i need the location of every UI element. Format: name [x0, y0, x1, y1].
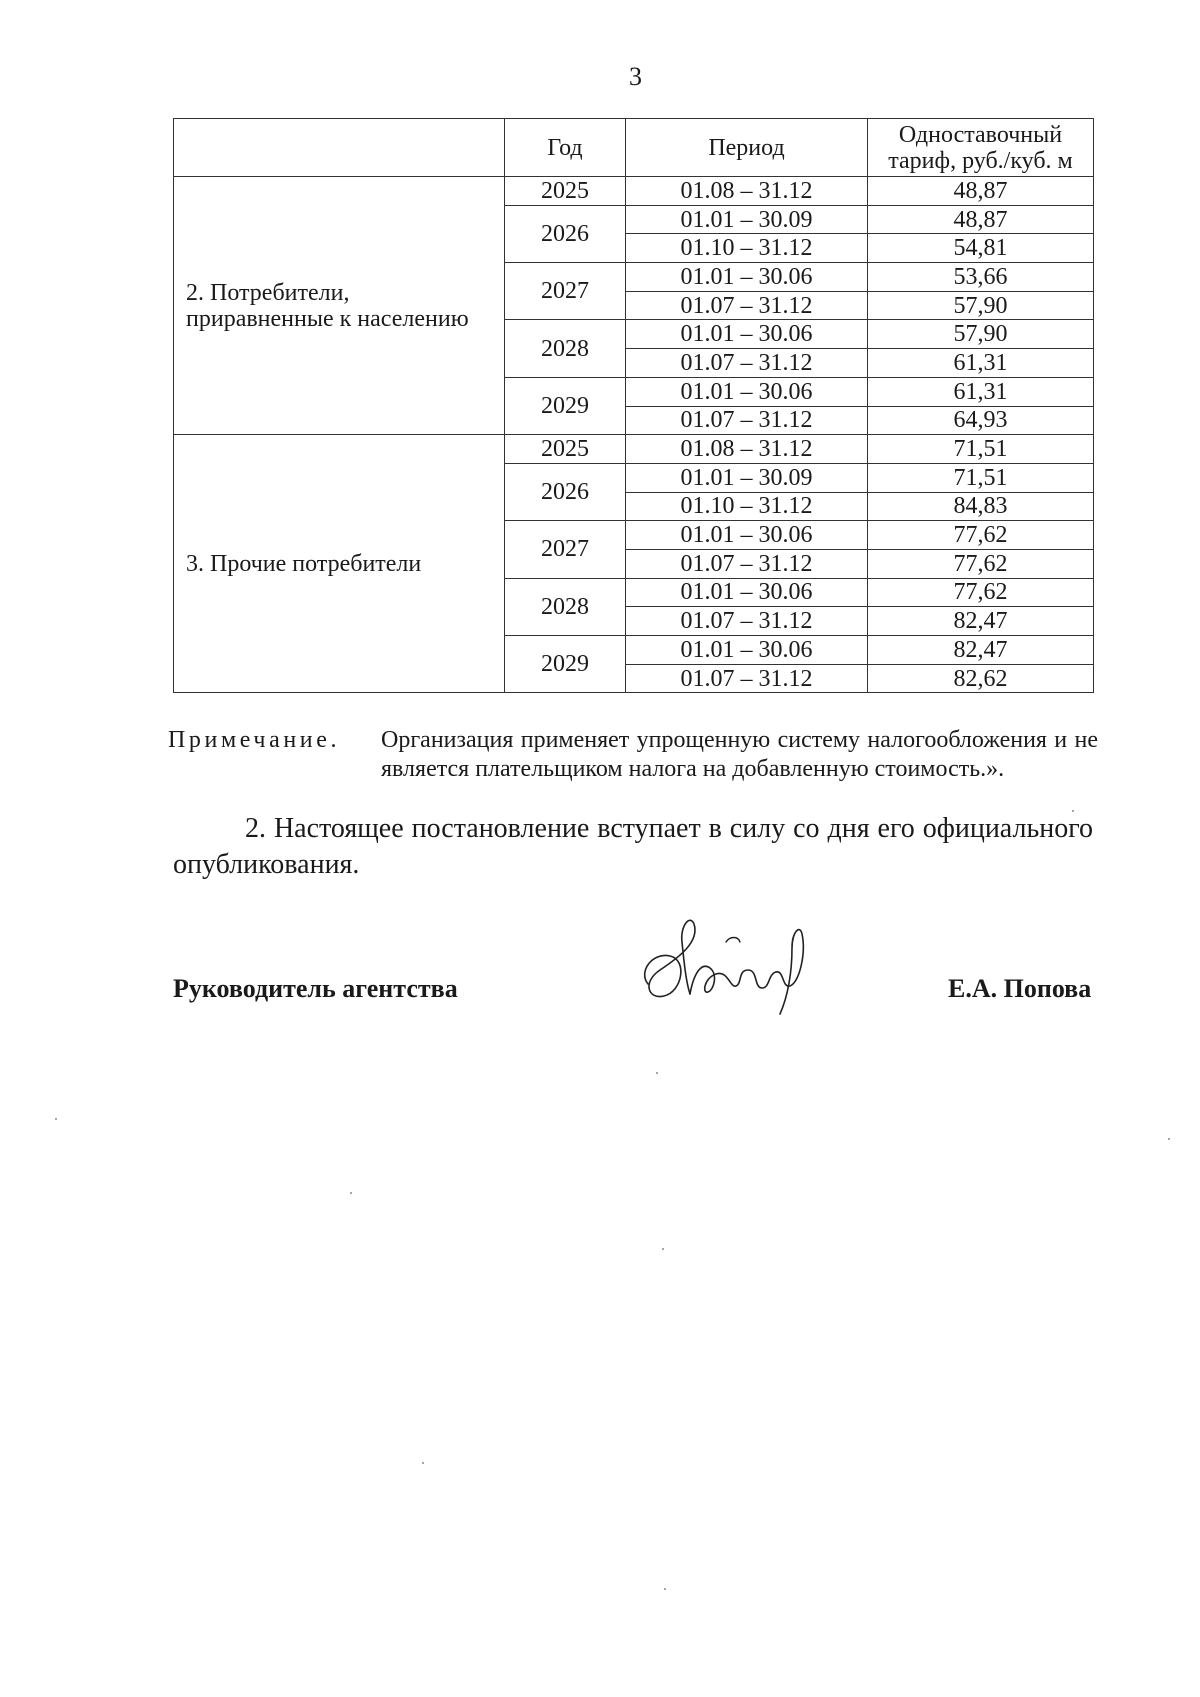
tariff-cell: 61,31 — [868, 349, 1094, 378]
header-category — [174, 119, 505, 177]
header-tariff — [868, 119, 1094, 177]
year-cell: 2026 — [505, 463, 626, 520]
category-label: 3. Прочие потребители — [186, 550, 422, 577]
table-header-row — [174, 119, 1094, 177]
scan-speck — [55, 1118, 57, 1120]
table-row — [174, 177, 1094, 206]
scan-speck — [1072, 810, 1074, 812]
tariff-cell: 53,66 — [868, 263, 1094, 292]
tariff-cell: 82,47 — [868, 607, 1094, 636]
period-cell: 01.01 – 30.09 — [626, 463, 868, 492]
period-cell: 01.01 – 30.06 — [626, 263, 868, 292]
year-cell: 2026 — [505, 205, 626, 262]
period-cell: 01.07 – 31.12 — [626, 291, 868, 320]
page-number: 3 — [629, 62, 642, 91]
period-cell: 01.01 – 30.06 — [626, 377, 868, 406]
effective-date-paragraph: 2. Настоящее постановление вступает в силу со дня его официального опубликования. — [173, 813, 1093, 880]
period-cell: 01.01 – 30.06 — [626, 521, 868, 550]
header-tariff-line2: тариф, руб./куб. м — [888, 147, 1073, 174]
period-cell: 01.01 – 30.06 — [626, 636, 868, 665]
table-row — [174, 435, 1094, 464]
period-cell: 01.07 – 31.12 — [626, 549, 868, 578]
scan-speck — [1168, 1138, 1170, 1140]
year-cell: 2027 — [505, 263, 626, 320]
year-cell: 2028 — [505, 578, 626, 635]
note-label: Примечание. — [168, 727, 341, 753]
tariff-cell: 57,90 — [868, 291, 1094, 320]
year-cell: 2029 — [505, 377, 626, 434]
category-cell — [174, 177, 505, 435]
tariff-cell: 54,81 — [868, 234, 1094, 263]
period-cell: 01.10 – 31.12 — [626, 492, 868, 521]
period-cell: 01.08 – 31.12 — [626, 177, 868, 206]
scan-speck — [350, 1192, 352, 1194]
tariff-cell: 84,83 — [868, 492, 1094, 521]
year-cell: 2027 — [505, 521, 626, 578]
tariff-cell: 77,62 — [868, 521, 1094, 550]
year-cell: 2029 — [505, 636, 626, 693]
period-cell: 01.10 – 31.12 — [626, 234, 868, 263]
tariff-cell: 82,47 — [868, 636, 1094, 665]
category-label: приравненные к населению — [186, 305, 469, 332]
year-cell: 2025 — [505, 435, 626, 464]
period-cell: 01.07 – 31.12 — [626, 607, 868, 636]
tariff-table — [173, 118, 1094, 693]
tariff-cell: 48,87 — [868, 205, 1094, 234]
tariff-cell: 64,93 — [868, 406, 1094, 435]
period-cell: 01.07 – 31.12 — [626, 349, 868, 378]
category-cell — [174, 435, 505, 693]
period-cell: 01.08 – 31.12 — [626, 435, 868, 464]
signer-title: Руководитель агентства — [173, 974, 458, 1003]
tariff-cell: 77,62 — [868, 578, 1094, 607]
scan-speck — [662, 1248, 664, 1250]
scan-speck — [664, 1588, 666, 1590]
scan-speck — [656, 1072, 658, 1074]
category-label: 2. Потребители, — [186, 279, 350, 306]
period-cell: 01.01 – 30.06 — [626, 578, 868, 607]
header-year: Год — [505, 119, 626, 177]
period-cell: 01.07 – 31.12 — [626, 664, 868, 693]
scan-speck — [422, 1462, 424, 1464]
tariff-cell: 71,51 — [868, 435, 1094, 464]
header-period: Период — [626, 119, 868, 177]
tariff-cell: 48,87 — [868, 177, 1094, 206]
header-tariff-line1: Одноставочный — [898, 121, 1063, 148]
tariff-cell: 57,90 — [868, 320, 1094, 349]
note-text: Организация применяет упрощенную систему налогообложения и не является плательщиком налога на добавленную стоимость.». — [381, 727, 1098, 782]
period-cell: 01.01 – 30.06 — [626, 320, 868, 349]
handwritten-signature — [630, 912, 830, 1022]
tariff-cell: 71,51 — [868, 463, 1094, 492]
period-cell: 01.01 – 30.09 — [626, 205, 868, 234]
signer-name: Е.А. Попова — [948, 974, 1092, 1003]
year-cell: 2025 — [505, 177, 626, 206]
period-cell: 01.07 – 31.12 — [626, 406, 868, 435]
tariff-cell: 77,62 — [868, 549, 1094, 578]
tariff-cell: 82,62 — [868, 664, 1094, 693]
year-cell: 2028 — [505, 320, 626, 377]
tariff-cell: 61,31 — [868, 377, 1094, 406]
tariff-table-body — [174, 177, 1094, 693]
